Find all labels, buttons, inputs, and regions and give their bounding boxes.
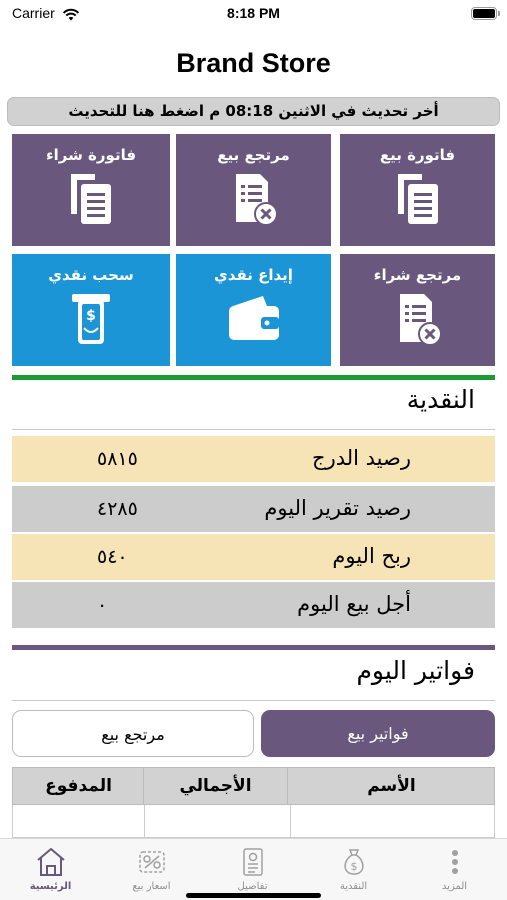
row-value: ٠	[97, 594, 108, 616]
row-label: أجل بيع اليوم	[297, 592, 411, 616]
money-bag-icon	[337, 846, 371, 878]
cash-row-credit-sales	[12, 582, 495, 628]
row-label: رصيد تقرير اليوم	[264, 496, 411, 520]
column-header-name[interactable]: الأسم	[367, 776, 416, 796]
status-time: 8:18 PM	[227, 5, 280, 21]
purchase-invoice-tile[interactable]	[12, 134, 170, 246]
cash-deposit-tile[interactable]	[176, 254, 331, 366]
cash-withdraw-label: سحب نقدي	[48, 266, 134, 284]
tab-sales-invoices[interactable]: فواتير بيع	[261, 710, 495, 757]
purchase-return-tile[interactable]	[340, 254, 495, 366]
row-value: ٥٤٠	[97, 546, 128, 568]
row-value: ٤٢٨٥	[97, 498, 138, 520]
cancel-document-icon	[390, 290, 446, 348]
page-title: Brand Store	[176, 48, 331, 78]
tab-prices-label: اسعار بيع	[132, 881, 171, 892]
tab-details-label: تفاصيل	[237, 881, 268, 892]
cancel-document-icon	[226, 170, 282, 228]
tab-sales-returns[interactable]: مرتجع بيع	[12, 710, 254, 757]
report-icon	[236, 846, 270, 878]
cash-row-daily-report-balance	[12, 486, 495, 532]
tab-details[interactable]	[202, 843, 303, 892]
sales-return-label: مرتجع بيع	[217, 146, 290, 164]
cash-withdraw-tile[interactable]	[12, 254, 170, 366]
divider	[12, 429, 495, 430]
tab-more[interactable]	[404, 843, 505, 892]
cash-row-drawer-balance	[12, 436, 495, 482]
atm-withdraw-icon	[66, 290, 116, 348]
refresh-button[interactable]: أخر تحديث في الاثنين 08:18 م اضغط هنا للتحديث	[7, 97, 500, 126]
tab-bar	[0, 838, 507, 900]
documents-icon	[392, 170, 444, 228]
tab-prices[interactable]	[101, 843, 202, 892]
tab-more-label: المزيد	[441, 881, 468, 892]
divider-green	[12, 375, 495, 380]
sales-return-tile[interactable]	[176, 134, 331, 246]
sales-invoice-tile[interactable]	[340, 134, 495, 246]
home-indicator	[186, 893, 321, 898]
more-vertical-icon	[438, 846, 472, 878]
invoices-section-title: فواتير اليوم	[356, 656, 475, 685]
home-icon	[34, 846, 68, 878]
purchase-return-label: مرتجع شراء	[373, 266, 462, 284]
column-header-total[interactable]: الأجمالي	[143, 768, 288, 804]
status-bar	[0, 0, 507, 30]
tab-home-label: الرئيسية	[29, 881, 72, 892]
svg-text:$: $	[86, 308, 96, 324]
cash-deposit-label: إيداع نقدي	[214, 266, 293, 284]
divider-purple	[12, 645, 495, 650]
row-label: ربح اليوم	[332, 544, 411, 568]
cash-section-title: النقدية	[406, 385, 475, 414]
tab-cash[interactable]	[303, 843, 404, 892]
tab-cash-label: النقدية	[339, 881, 368, 892]
documents-icon	[65, 170, 117, 228]
carrier-label: Carrier	[12, 5, 55, 21]
invoices-table-header	[12, 767, 495, 805]
row-value: ٥٨١٥	[97, 448, 138, 470]
invoices-table-body	[12, 805, 495, 838]
battery-icon	[471, 7, 497, 20]
row-label: رصيد الدرج	[312, 446, 411, 470]
cash-row-daily-profit	[12, 534, 495, 580]
column-header-paid[interactable]: المدفوع	[45, 776, 112, 796]
sales-invoice-label: فاتورة بيع	[379, 146, 456, 164]
svg-text:$: $	[350, 860, 357, 873]
wallet-icon	[223, 290, 285, 346]
tab-home[interactable]	[0, 843, 101, 892]
divider	[12, 700, 495, 701]
price-tags-icon	[135, 846, 169, 878]
purchase-invoice-label: فاتورة شراء	[45, 146, 137, 164]
